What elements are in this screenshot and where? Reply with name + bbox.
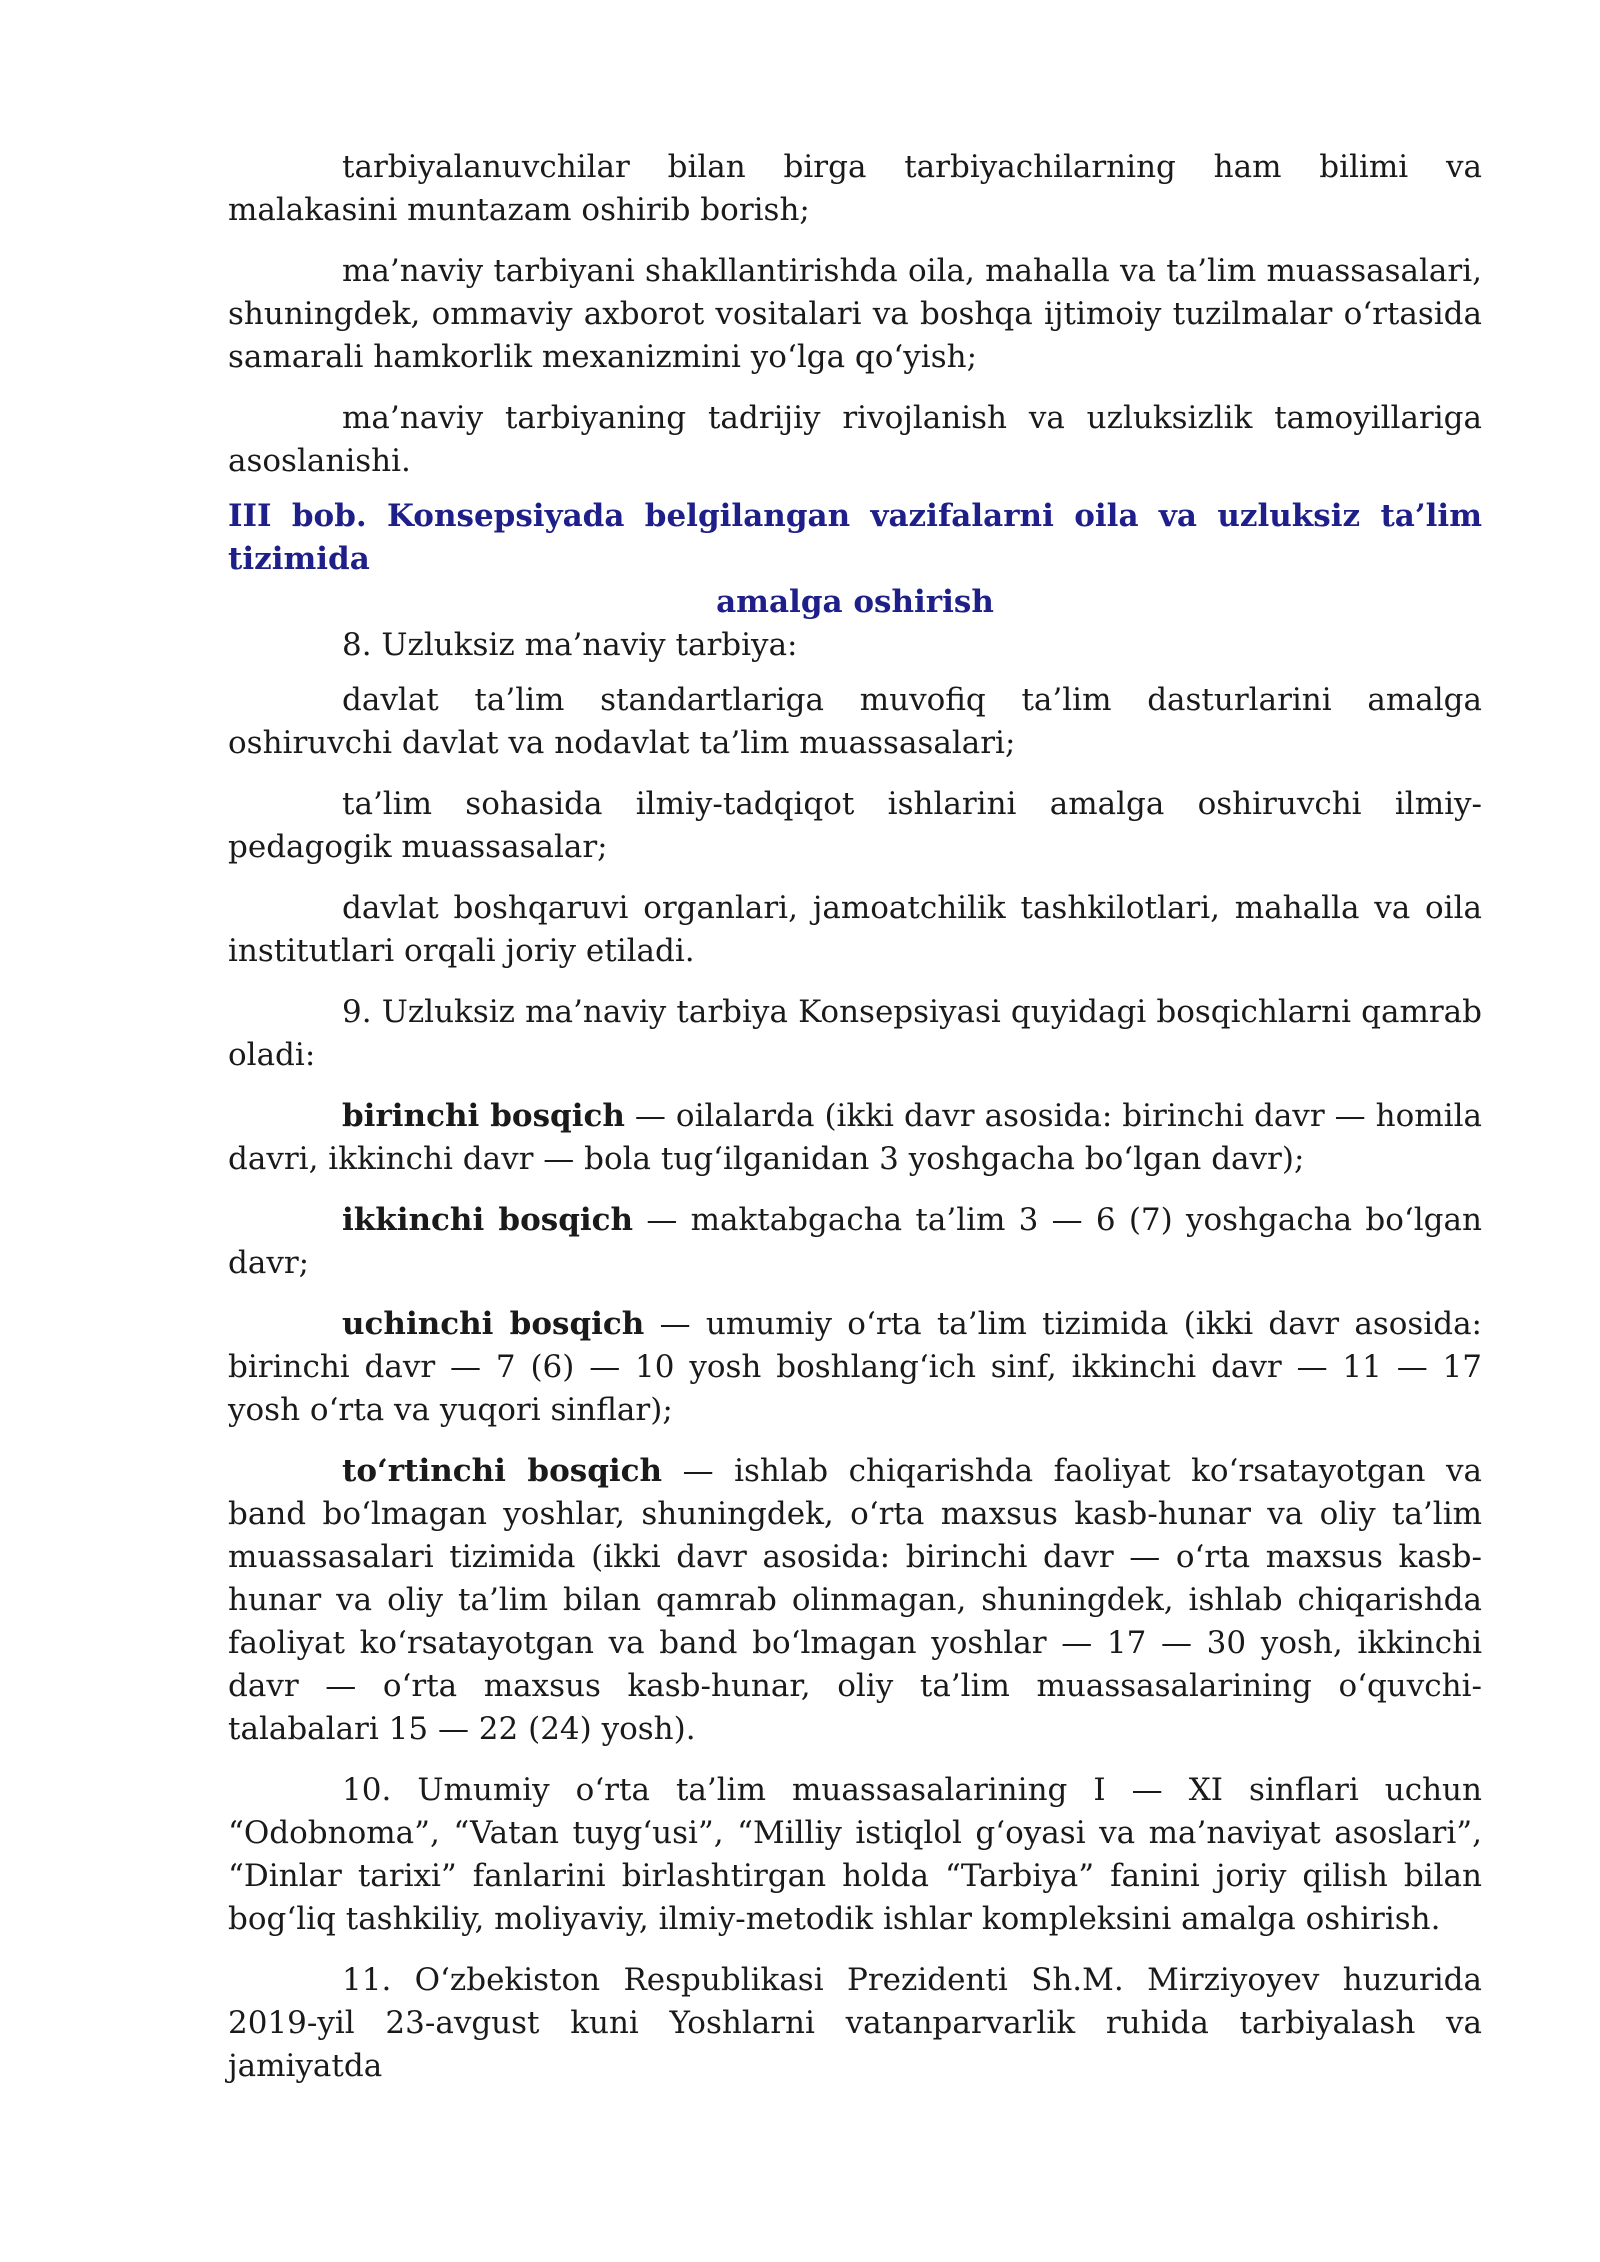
chapter-heading (228, 495, 1482, 624)
paragraph-top-3: ma’naviy tarbiyaning tadrijiy rivojlanish va uzluksizlik tamoyillariga asoslanishi. (228, 400, 1482, 479)
stage-text-3: — umumiy o‘rta ta’lim tizimida (ikki davr asosida: birinchi davr — 7 (6) — 10 yosh boshlang‘ich sinf, ikkinchi davr — 11 — 17 yosh o‘rta va yuqori sinflar); (228, 1306, 1482, 1428)
stage-text-1: — oilalarda (ikki davr asosida: birinchi davr — homila davri, ikkinchi davr — bola tug‘ilganidan 3 yoshgacha bo‘lgan davr); (228, 1098, 1482, 1177)
stage-lead-1: birinchi bosqich (342, 1098, 625, 1134)
section-8-item-3: davlat boshqaruvi organlari, jamoatchilik tashkilotlari, mahalla va oila institutlari orqali joriy etiladi. (228, 890, 1482, 969)
chapter-heading-line1: III bob. Konsepsiyada belgilangan vazifalarni oila va uzluksiz ta’lim tizimida (228, 498, 1482, 577)
section-8-item-1: davlat ta’lim standartlariga muvofiq ta’lim dasturlarini amalga oshiruvchi davlat va nodavlat ta’lim muassasalari; (228, 682, 1482, 761)
section-9-heading: 9. Uzluksiz ma’naviy tarbiya Konsepsiyasi quyidagi bosqichlarni qamrab oladi: (228, 994, 1482, 1073)
section-10-paragraph: 10. Umumiy o‘rta ta’lim muassasalarining I — XI sinflari uchun “Odobnoma”, “Vatan tuyg‘usi”, “Milliy istiqlol g‘oyasi va ma’naviyat asoslari”, “Dinlar tarixi” fanlarini birlashtirgan holda “Tarbiya” fanini joriy qilish bilan bog‘liq tashkiliy, moliyaviy, ilmiy-metodik ishlar kompleksini amalga oshirish. (228, 1772, 1482, 1937)
section-11-paragraph: 11. O‘zbekiston Respublikasi Prezidenti Sh.M. Mirziyoyev huzurida 2019-yil 23-avgust kuni Yoshlarni vatanparvarlik ruhida tarbiyalash va jamiyatda (228, 1962, 1482, 2084)
stage-lead-3: uchinchi bosqich (342, 1306, 645, 1342)
stage-paragraph-3 (228, 1303, 1482, 1432)
paragraph-top-2: ma’naviy tarbiyani shakllantirishda oila, mahalla va ta’lim muassasalari, shuningdek, ommaviy axborot vositalari va boshqa ijtimoiy tuzilmalar o‘rtasida samarali hamkorlik mexanizmini yo‘lga qo‘yish; (228, 253, 1482, 375)
section-8-heading: 8. Uzluksiz ma’naviy tarbiya: (342, 627, 798, 663)
stage-text-2: — maktabgacha ta’lim 3 — 6 (7) yoshgacha bo‘lgan davr; (228, 1202, 1482, 1281)
stage-lead-4: to‘rtinchi bosqich (342, 1453, 663, 1489)
stage-paragraph-4 (228, 1450, 1482, 1751)
chapter-heading-line2: amalga oshirish (716, 584, 994, 620)
stage-paragraph-2 (228, 1199, 1482, 1285)
section-8-item-2: ta’lim sohasida ilmiy-tadqiqot ishlarini amalga oshiruvchi ilmiy-pedagogik muassasalar; (228, 786, 1482, 865)
stage-lead-2: ikkinchi bosqich (342, 1202, 634, 1238)
stage-paragraph-1 (228, 1095, 1482, 1181)
stage-text-4: — ishlab chiqarishda faoliyat ko‘rsatayotgan va band bo‘lmagan yoshlar, shuningdek, o‘rta maxsus kasb-hunar va oliy ta’lim muassasalari tizimida (ikki davr asosida: birinchi davr — o‘rta maxsus kasb-hunar va oliy ta’lim bilan qamrab olinmagan, shuningdek, ishlab chiqarishda faoliyat ko‘rsatayotgan va band bo‘lmagan yoshlar — 17 — 30 yosh, ikkinchi davr — o‘rta maxsus kasb-hunar, oliy ta’lim muassasalarining o‘quvchi-talabalari 15 — 22 (24) yosh). (228, 1453, 1482, 1747)
paragraph-top-1: tarbiyalanuvchilar bilan birga tarbiyachilarning ham bilimi va malakasini muntazam oshirib borish; (228, 149, 1482, 228)
